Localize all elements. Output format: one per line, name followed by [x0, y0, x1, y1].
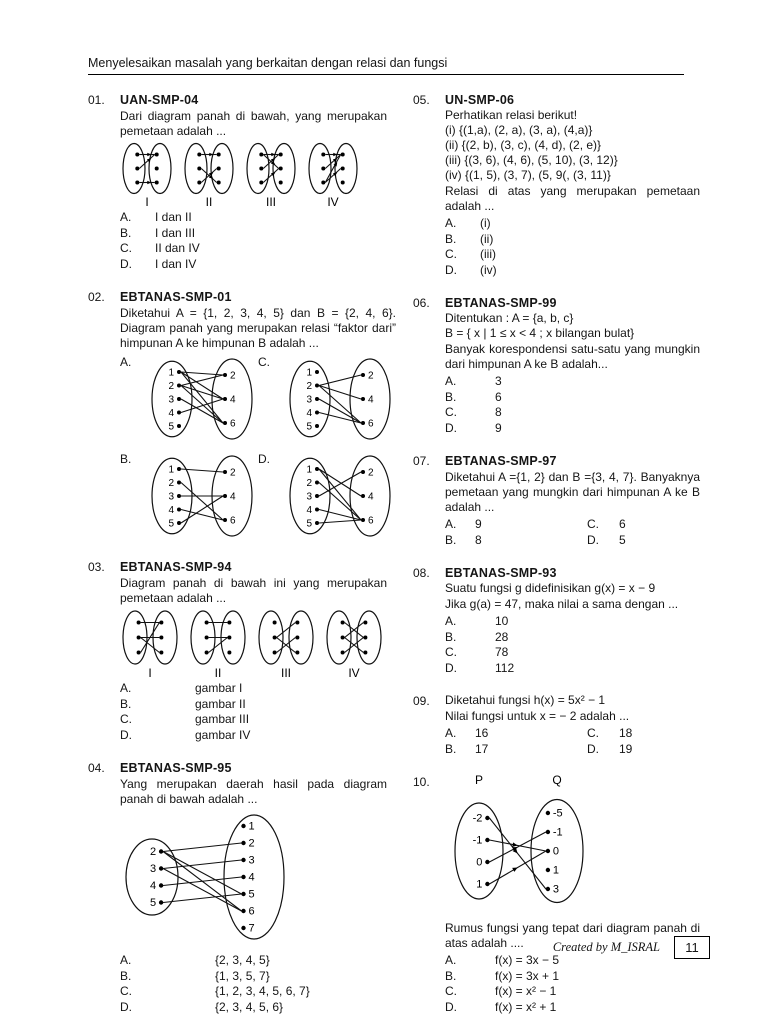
option-label: A.	[445, 953, 457, 967]
svg-text:III: III	[280, 666, 292, 679]
problem-number: 09.	[413, 694, 430, 708]
arrow-diagram-iv	[324, 609, 384, 679]
problem-body	[120, 575, 387, 743]
option-label: C.	[587, 726, 599, 740]
problem-01	[88, 92, 387, 272]
svg-text:4: 4	[368, 491, 374, 503]
svg-text:3: 3	[552, 883, 560, 896]
svg-text:IV: IV	[327, 195, 339, 208]
svg-text:4: 4	[306, 408, 312, 419]
problem-text: Yang merupakan daerah hasil pada diagram panah di bawah adalah ...	[120, 777, 387, 806]
problem-text: Diketahui A ={1, 2} dan B ={3, 4, 7}. Banyaknya pemetaan yang mungkin dari himpunan A ke B adalah ...	[445, 470, 700, 514]
option-label: B.	[445, 532, 457, 547]
problem-number: 03.	[88, 560, 105, 574]
arrow-diagram-iii	[244, 142, 298, 208]
problem-text: Rumus fungsi yang tepat dari diagram panah di atas adalah ....	[445, 921, 700, 950]
relation-diagram-b	[146, 452, 258, 540]
diagram-grid	[120, 355, 396, 540]
option-label: C.	[120, 712, 132, 726]
relation-diagram-d	[284, 452, 396, 540]
option-text: I dan III	[155, 225, 196, 240]
options	[120, 953, 387, 1015]
svg-text:3: 3	[149, 863, 157, 875]
option-label: D.	[587, 532, 599, 547]
option-row-ac	[445, 517, 700, 533]
svg-text:2: 2	[168, 381, 174, 392]
option-label: B.	[445, 741, 457, 756]
svg-text:0: 0	[476, 856, 483, 869]
diagram-wrap	[451, 774, 700, 919]
option-label: A.	[445, 517, 457, 531]
option-text: 6	[495, 389, 502, 404]
problem-body	[445, 774, 700, 1015]
svg-text:III: III	[265, 195, 277, 208]
svg-text:1: 1	[306, 367, 312, 379]
problem-number: 02.	[88, 290, 105, 304]
diagram-row	[120, 142, 387, 208]
relation-diagram-c	[284, 355, 396, 443]
problem-03	[88, 559, 387, 743]
option-label: B.	[445, 968, 457, 983]
option-label: C.	[445, 405, 457, 419]
svg-text:3: 3	[168, 394, 174, 406]
option-c	[445, 405, 700, 421]
problem-number: 10.	[413, 775, 430, 789]
option-label: B.	[445, 629, 457, 644]
problem-code: EBTANAS-SMP-99	[445, 296, 557, 310]
page-number: 11	[685, 940, 699, 955]
problem-code: EBTANAS-SMP-97	[445, 454, 557, 468]
diagram-cell-a	[120, 355, 258, 443]
option-label: A.	[445, 374, 457, 388]
range-diagram	[114, 810, 299, 944]
option-text: 112	[495, 660, 515, 675]
arrow-diagram-i	[120, 609, 180, 679]
page-header	[88, 55, 684, 75]
svg-text:I: I	[148, 666, 152, 679]
problem-06	[413, 295, 700, 436]
option-label: C.	[445, 247, 457, 261]
arrow-diagram-iii	[256, 609, 316, 679]
given-line: Ditentukan : A = {a, b, c}	[445, 311, 574, 325]
option-label: B.	[445, 389, 457, 404]
option-text: {1, 2, 3, 4, 5, 6, 7}	[215, 984, 310, 998]
problem-05	[413, 92, 700, 278]
problem-text: Diagram panah di bawah ini yang merupakan pemetaan adalah ...	[120, 576, 387, 605]
options	[445, 216, 700, 278]
option-label: B.	[445, 231, 457, 246]
svg-text:3: 3	[168, 491, 174, 503]
problem-code: EBTANAS-SMP-95	[120, 761, 232, 775]
option-text: 8	[475, 532, 482, 547]
option-label: D.	[445, 999, 457, 1014]
option-label: A.	[445, 726, 457, 740]
problem-09	[413, 693, 700, 757]
problem-number: 01.	[88, 93, 105, 107]
option-text: gambar II	[195, 696, 246, 711]
option-text: {2, 3, 4, 5}	[215, 953, 270, 967]
option-text: 3	[495, 374, 502, 388]
option-d	[120, 257, 387, 273]
diagram-cell-d	[258, 452, 396, 540]
svg-text:2: 2	[168, 478, 174, 489]
problem-10	[413, 774, 700, 1015]
problem-text: Banyak korespondensi satu-satu yang mungkin dari himpunan A ke B adalah...	[445, 342, 700, 371]
option-text: 6	[619, 517, 626, 531]
option-text: gambar IV	[195, 727, 251, 742]
option-b	[445, 390, 700, 406]
svg-text:6: 6	[230, 515, 236, 527]
svg-text:-5: -5	[552, 807, 563, 820]
option-text: f(x) = x² + 1	[495, 999, 557, 1014]
relation-diagram-a	[146, 355, 258, 443]
svg-text:1: 1	[168, 367, 174, 379]
right-column	[413, 92, 700, 1032]
diagram-letter: C.	[258, 355, 270, 369]
svg-text:7: 7	[248, 922, 255, 935]
svg-text:4: 4	[230, 491, 236, 503]
option-label: A.	[445, 614, 457, 628]
option-a	[445, 374, 700, 390]
option-label: C.	[445, 984, 457, 998]
problem-code: EBTANAS-SMP-93	[445, 566, 557, 580]
option-text: {2, 3, 4, 5, 6}	[215, 999, 284, 1014]
svg-text:4: 4	[368, 394, 374, 406]
problem-body	[445, 469, 700, 548]
option-text: (iv)	[480, 262, 497, 277]
problem-04	[88, 760, 387, 1015]
svg-text:1: 1	[306, 464, 312, 476]
svg-text:5: 5	[168, 421, 174, 433]
svg-text:6: 6	[368, 515, 374, 527]
svg-text:0: 0	[552, 845, 560, 858]
svg-text:1: 1	[476, 878, 483, 891]
option-label: A.	[120, 210, 132, 224]
problem-code: EBTANAS-SMP-01	[120, 290, 232, 304]
option-text: 16	[475, 726, 489, 740]
svg-text:Q: Q	[552, 774, 562, 787]
diagram-row	[120, 609, 387, 679]
svg-text:5: 5	[168, 518, 174, 530]
problem-02	[88, 289, 396, 542]
svg-text:5: 5	[248, 888, 255, 901]
option-row-ac	[445, 726, 700, 742]
option-label: C.	[587, 517, 599, 531]
option-c	[120, 241, 387, 257]
function-mapping-diagram	[451, 774, 591, 914]
option-c	[120, 984, 387, 1000]
problem-body	[120, 108, 387, 272]
svg-text:P: P	[474, 774, 484, 787]
problem-08	[413, 565, 700, 676]
svg-text:-1: -1	[472, 834, 483, 847]
relation-line: (iii) {(3, 6), (4, 6), (5, 10), (3, 12)}	[445, 153, 618, 167]
problem-07	[413, 453, 700, 548]
option-c	[445, 984, 700, 1000]
option-label: D.	[587, 741, 599, 756]
options	[445, 374, 700, 436]
problem-body	[445, 311, 700, 436]
option-text: (iii)	[480, 247, 496, 261]
option-d	[445, 421, 700, 437]
problem-body	[120, 305, 396, 542]
option-text: f(x) = x² − 1	[495, 984, 557, 998]
arrow-diagram-ii	[188, 609, 248, 679]
svg-text:3: 3	[306, 491, 312, 503]
option-text: 10	[495, 614, 509, 628]
option-row-bd	[445, 533, 700, 549]
diagram-cell-c	[258, 355, 396, 443]
option-b	[445, 969, 700, 985]
diagram-letter: A.	[120, 355, 132, 369]
problem-number: 08.	[413, 566, 430, 580]
option-label: C.	[445, 645, 457, 659]
option-row-bd	[445, 742, 700, 758]
option-text: I dan IV	[155, 256, 197, 271]
options	[445, 953, 700, 1015]
option-c	[120, 712, 387, 728]
option-text: f(x) = 3x + 1	[495, 968, 560, 983]
left-column	[88, 92, 396, 1032]
relation-line: (ii) {(2, b), (3, c), (4, d), (2, e)}	[445, 138, 602, 152]
svg-text:4: 4	[230, 394, 236, 406]
option-text: 18	[619, 726, 633, 740]
problem-number: 07.	[413, 454, 430, 468]
option-label: B.	[120, 696, 132, 711]
arrow-diagram-ii	[182, 142, 236, 208]
svg-text:II: II	[205, 195, 213, 208]
svg-text:1: 1	[552, 864, 560, 877]
svg-text:6: 6	[248, 905, 255, 918]
svg-text:1: 1	[168, 464, 174, 476]
page-number-box	[674, 936, 710, 959]
option-text: 28	[495, 629, 509, 644]
relation-line: Perhatikan relasi berikut!	[445, 108, 578, 122]
problem-code: EBTANAS-SMP-94	[120, 560, 232, 574]
svg-text:IV: IV	[348, 666, 360, 679]
problem-number: 04.	[88, 761, 105, 775]
option-label: D.	[120, 256, 132, 271]
arrow-diagram-iv	[306, 142, 360, 208]
problem-text: Diketahui A = {1, 2, 3, 4, 5} dan B = {2, 4, 6}. Diagram panah yang merupakan relasi “faktor dari” himpunan A ke himpunan B adalah ...	[120, 306, 396, 350]
option-d	[120, 728, 387, 744]
option-b	[120, 969, 387, 985]
options	[120, 681, 387, 743]
problem-code: UAN-SMP-04	[120, 93, 199, 107]
option-b	[445, 630, 700, 646]
svg-text:2: 2	[230, 467, 236, 479]
problem-body	[445, 709, 700, 757]
svg-text:-2: -2	[472, 812, 483, 825]
page-footer	[0, 936, 768, 959]
option-label: A.	[120, 681, 132, 695]
option-text: 9	[475, 517, 482, 531]
svg-text:5: 5	[149, 897, 157, 909]
option-label: A.	[120, 953, 132, 967]
option-c	[445, 247, 700, 263]
svg-text:4: 4	[168, 408, 174, 419]
svg-text:5: 5	[306, 518, 312, 530]
option-a	[120, 681, 387, 697]
options	[445, 726, 700, 757]
svg-text:2: 2	[368, 370, 374, 382]
option-text: f(x) = 3x − 5	[495, 953, 560, 967]
option-b	[120, 697, 387, 713]
option-d	[120, 1000, 387, 1016]
option-text: 8	[495, 405, 502, 419]
svg-text:2: 2	[306, 478, 312, 489]
option-d	[445, 661, 700, 677]
option-text: I dan II	[155, 210, 192, 224]
relation-line: (iv) {(1, 5), (3, 7), (5, 9(, (3, 11)}	[445, 168, 611, 182]
header-rule	[88, 74, 684, 75]
arrow-diagram-i	[120, 142, 174, 208]
option-label: B.	[120, 225, 132, 240]
svg-text:3: 3	[306, 394, 312, 406]
problem-text: Dari diagram panah di bawah, yang merupakan pemetaan adalah ...	[120, 109, 387, 138]
svg-text:4: 4	[168, 505, 174, 516]
relation-line: (i) {(1,a), (2, a), (3, a), (4,a)}	[445, 123, 593, 137]
diagram-letter: B.	[120, 452, 132, 466]
given-line: B = { x | 1 ≤ x < 4 ; x bilangan bulat}	[445, 326, 635, 340]
option-text: 19	[619, 741, 633, 756]
option-label: D.	[445, 660, 457, 675]
option-d	[445, 1000, 700, 1016]
option-text: gambar I	[195, 681, 243, 695]
svg-text:2: 2	[306, 381, 312, 392]
option-text: {1, 3, 5, 7}	[215, 968, 270, 983]
problem-text: Relasi di atas yang merupakan pemetaan adalah ...	[445, 184, 700, 213]
problem-body	[445, 108, 700, 278]
option-text: 78	[495, 645, 509, 659]
problem-body	[445, 581, 700, 676]
options	[445, 517, 700, 548]
option-text: 9	[495, 420, 502, 435]
diagram-wrap	[114, 810, 387, 949]
option-text: gambar III	[195, 712, 250, 726]
option-label: C.	[120, 241, 132, 255]
option-b	[445, 232, 700, 248]
option-text: II dan IV	[155, 241, 200, 255]
option-text: (i)	[480, 216, 491, 230]
option-text: (ii)	[480, 231, 494, 246]
svg-text:2: 2	[248, 837, 255, 850]
svg-text:I: I	[145, 195, 149, 208]
option-label: B.	[120, 968, 132, 983]
svg-text:-1: -1	[552, 826, 563, 839]
option-c	[445, 645, 700, 661]
svg-text:3: 3	[248, 854, 255, 867]
page-title: Menyelesaikan masalah yang berkaitan dengan relasi dan fungsi	[88, 56, 448, 70]
diagram-letter: D.	[258, 452, 270, 466]
svg-text:6: 6	[368, 418, 374, 430]
option-a	[445, 216, 700, 232]
svg-text:2: 2	[368, 467, 374, 479]
svg-text:II: II	[214, 666, 222, 679]
option-label: D.	[445, 420, 457, 435]
problem-code: UN-SMP-06	[445, 93, 515, 107]
option-label: D.	[120, 999, 132, 1014]
problem-text: Nilai fungsi untuk x = − 2 adalah ...	[445, 709, 630, 723]
svg-text:2: 2	[230, 370, 236, 382]
option-label: C.	[120, 984, 132, 998]
content-columns	[88, 92, 700, 1032]
option-label: D.	[120, 727, 132, 742]
option-label: D.	[445, 262, 457, 277]
diagram-cell-b	[120, 452, 258, 540]
option-a	[120, 210, 387, 226]
function-line: Diketahui fungsi h(x) = 5x² − 1	[445, 693, 606, 707]
svg-text:2: 2	[149, 846, 157, 858]
problem-number: 05.	[413, 93, 430, 107]
svg-text:4: 4	[248, 871, 255, 884]
option-b	[120, 226, 387, 242]
svg-text:6: 6	[230, 418, 236, 430]
svg-text:4: 4	[306, 505, 312, 516]
credit-text: Created by M_ISRAL	[552, 940, 660, 954]
svg-text:1: 1	[248, 820, 255, 833]
option-a	[445, 614, 700, 630]
problem-number: 06.	[413, 296, 430, 310]
option-text: 5	[619, 532, 626, 547]
options	[445, 614, 700, 676]
options	[120, 210, 387, 272]
option-d	[445, 263, 700, 279]
function-line: Suatu fungsi g didefinisikan g(x) = x − 9	[445, 581, 656, 595]
option-text: 17	[475, 741, 489, 756]
problem-text: Jika g(a) = 47, maka nilai a sama dengan ...	[445, 597, 679, 611]
problem-body	[120, 776, 387, 1015]
svg-text:5: 5	[306, 421, 312, 433]
svg-text:4: 4	[149, 880, 157, 892]
option-label: A.	[445, 216, 457, 230]
